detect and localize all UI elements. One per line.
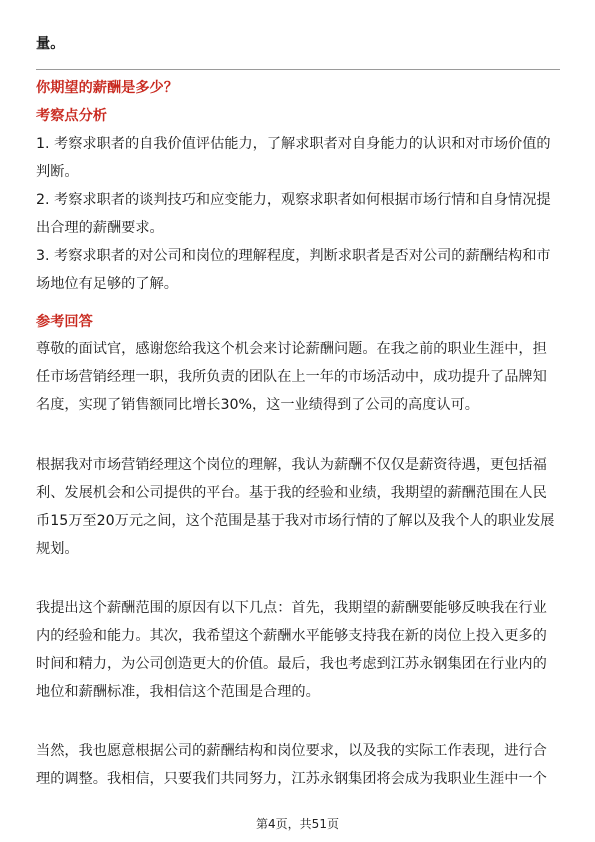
analysis-line: 3. 考察求职者的对公司和岗位的理解程度，判断求职者是否对公司的薪酬结构和市 (36, 248, 551, 264)
analysis-heading: 考察点分析 (36, 108, 107, 124)
question-title: 你期望的薪酬是多少？ (36, 80, 178, 96)
answer-line: 币15万至20万元之间，这个范围是基于我对市场行情的了解以及我个人的职业发展 (36, 513, 555, 529)
answer-line: 名度，实现了销售额同比增长30%，这一业绩得到了公司的高度认可。 (36, 397, 479, 413)
section-divider (36, 69, 560, 70)
answer-line: 利、发展机会和公司提供的平台。基于我的经验和业绩，我期望的薪酬范围在人民 (36, 485, 547, 501)
answer-line: 时间和精力，为公司创造更大的价值。最后，我也考虑到江苏永钢集团在行业内的 (36, 656, 547, 672)
answer-line: 根据我对市场营销经理这个岗位的理解，我认为薪酬不仅仅是薪资待遇，更包括福 (36, 457, 547, 473)
answer-line: 当然，我也愿意根据公司的薪酬结构和岗位要求，以及我的实际工作表现，进行合 (36, 743, 547, 759)
analysis-line: 出合理的薪酬要求。 (36, 220, 164, 236)
answer-line: 任市场营销经理一职，我所负责的团队在上一年的市场活动中，成功提升了品牌知 (36, 369, 547, 385)
answer-line: 地位和薪酬标准，我相信这个范围是合理的。 (36, 684, 320, 700)
analysis-line: 1. 考察求职者的自我价值评估能力，了解求职者对自身能力的认识和对市场价值的 (36, 136, 551, 152)
answer-heading: 参考回答 (36, 314, 93, 330)
answer-line: 尊敬的面试官，感谢您给我这个机会来讨论薪酬问题。在我之前的职业生涯中，担 (36, 341, 547, 357)
answer-line: 我提出这个薪酬范围的原因有以下几点：首先，我期望的薪酬要能够反映我在行业 (36, 600, 547, 616)
analysis-line: 2. 考察求职者的谈判技巧和应变能力，观察求职者如何根据市场行情和自身情况提 (36, 192, 551, 208)
analysis-line: 场地位有足够的了解。 (36, 276, 178, 292)
answer-line: 规划。 (36, 541, 79, 557)
continuation-text: 量。 (36, 36, 65, 52)
analysis-line: 判断。 (36, 164, 79, 180)
answer-line: 理的调整。我相信，只要我们共同努力，江苏永钢集团将会成为我职业生涯中一个 (36, 771, 547, 787)
answer-line: 内的经验和能力。其次，我希望这个薪酬水平能够支持我在新的岗位上投入更多的 (36, 628, 547, 644)
page-footer: 第4页，共51页 (256, 817, 339, 831)
